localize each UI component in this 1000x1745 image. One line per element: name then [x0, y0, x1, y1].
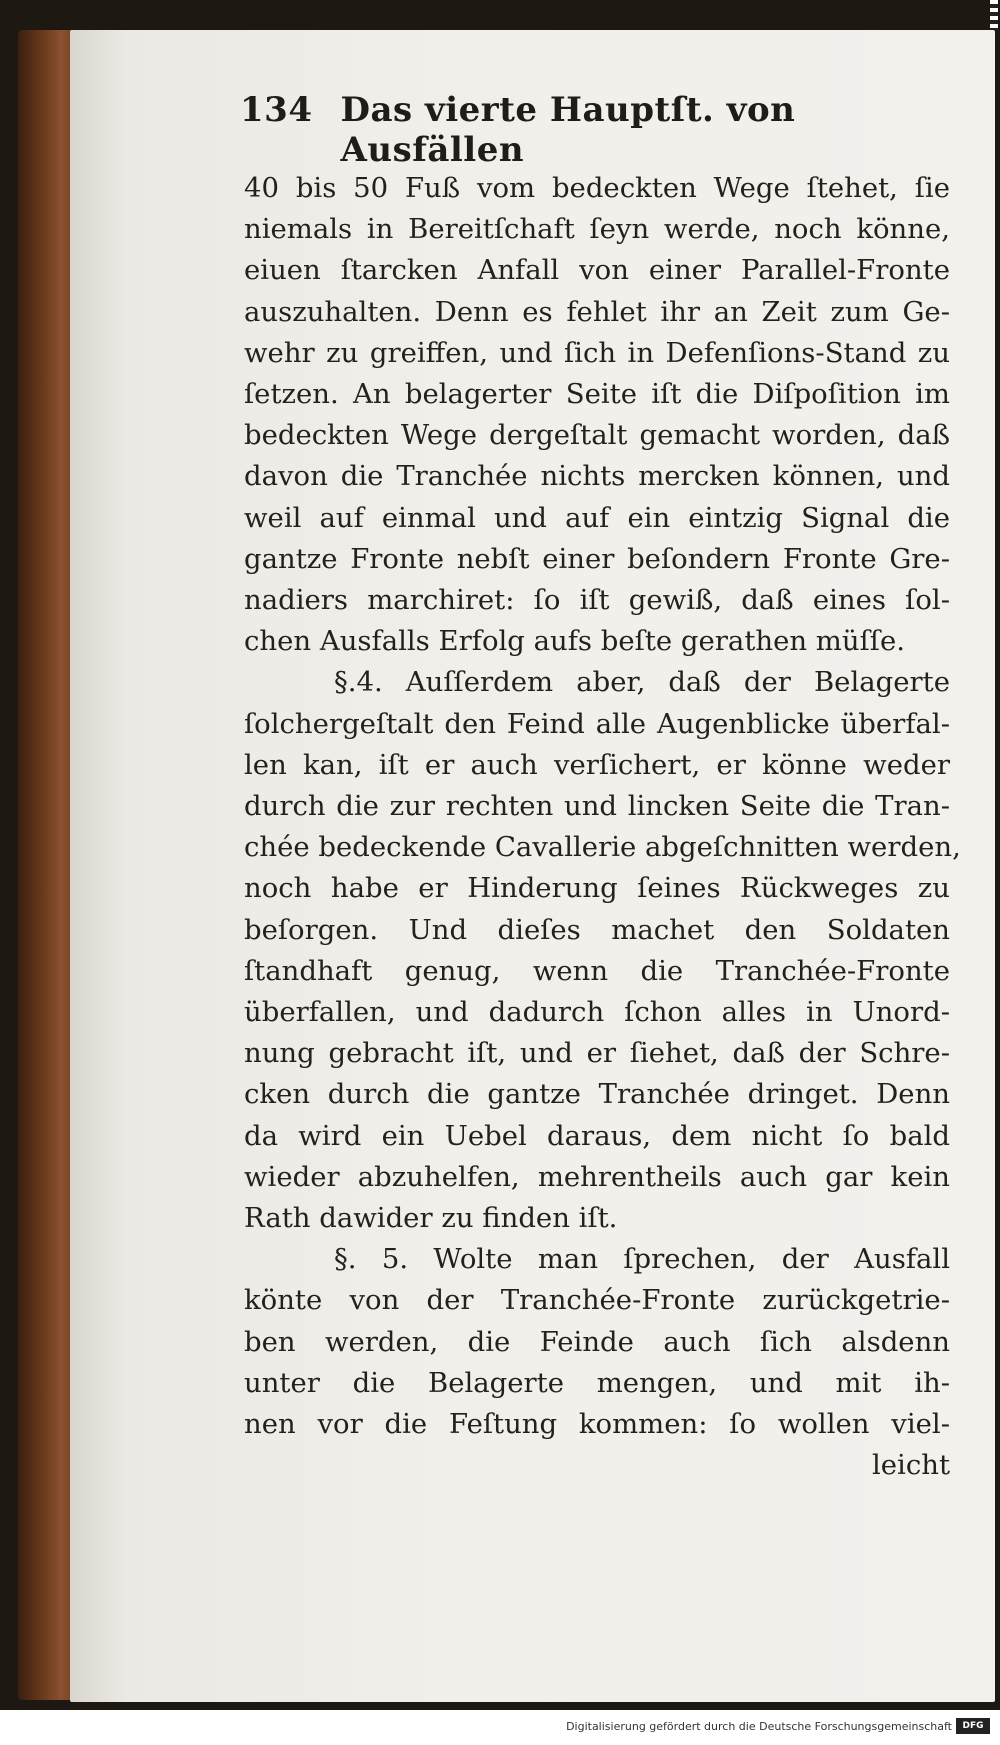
- text-line: noch habe er Hinderung ſeines Rückweges zu: [244, 872, 950, 905]
- text-line: bedeckten Wege dergeſtalt gemacht worden, daß: [244, 419, 950, 452]
- text-line: ben werden, die Feinde auch ſich alsdenn: [244, 1325, 950, 1358]
- page-header: [240, 90, 940, 170]
- text-line: gantze Fronte nebſt einer beſondern Fronte Gre-: [244, 542, 950, 575]
- text-line: eiuen ſtarcken Anfall von einer Parallel-Fronte: [244, 254, 950, 287]
- text-line: nung gebracht iſt, und er ſiehet, daß der Schre-: [244, 1037, 950, 1070]
- paragraph-start-section-4: §.4. Auſſerdem aber, daß der Belagerte: [334, 666, 950, 699]
- text-line: da wird ein Uebel daraus, dem nicht ſo bald: [244, 1119, 950, 1152]
- text-line: chée bedeckende Cavallerie abgeſchnitten werden,: [244, 831, 961, 864]
- text-line: nen vor die Feſtung kommen: ſo wollen viel-: [244, 1408, 950, 1441]
- dfg-logo: DFG: [956, 1718, 990, 1734]
- page-number: 134: [240, 90, 313, 130]
- text-line: len kan, iſt er auch verſichert, er könne weder: [244, 748, 950, 781]
- text-line: cken durch die gantze Tranchée dringet. Denn: [244, 1078, 950, 1111]
- running-title: Das vierte Hauptſt. von Ausfällen: [340, 90, 796, 170]
- catchword: leicht: [871, 1449, 950, 1482]
- text-line: weil auf einmal und auf ein eintzig Signal die: [244, 501, 950, 534]
- text-line: niemals in Bereitſchaft ſeyn werde, noch könne,: [244, 213, 950, 246]
- funding-credit: Digitalisierung gefördert durch die Deutsche Forschungsgemeinschaft: [566, 1720, 952, 1733]
- footer-bar: [0, 1710, 1000, 1745]
- text-line: wehr zu greiffen, und ſich in Defenſions-Stand zu: [244, 336, 950, 369]
- text-line: beſorgen. Und dieſes machet den Soldaten: [244, 913, 950, 946]
- text-line: nadiers marchiret: ſo iſt gewiß, daß eines ſol-: [244, 584, 950, 617]
- text-line: könte von der Tranchée-Fronte zurückgetrie-: [244, 1284, 950, 1317]
- text-line: wieder abzuhelfen, mehrentheils auch gar kein: [244, 1160, 950, 1193]
- text-line: chen Ausfalls Erfolg aufs beſte gerathen müſſe.: [244, 625, 905, 658]
- body-text: [244, 168, 961, 1487]
- text-line: ſolchergeſtalt den Feind alle Augenblicke überfal-: [244, 707, 950, 740]
- paragraph-start-section-5: §. 5. Wolte man ſprechen, der Ausfall: [334, 1243, 950, 1276]
- text-line: davon die Tranchée nichts mercken können, und: [244, 460, 950, 493]
- color-calibration-strip: [990, 0, 998, 30]
- text-line: unter die Belagerte mengen, und mit ih-: [244, 1366, 950, 1399]
- text-line: durch die zur rechten und lincken Seite die Tran-: [244, 790, 950, 823]
- text-line: Rath dawider zu finden iſt.: [244, 1202, 618, 1235]
- text-line: auszuhalten. Denn es fehlet ihr an Zeit zum Ge-: [244, 295, 950, 328]
- text-line: überfallen, und dadurch ſchon alles in Unord-: [244, 996, 950, 1029]
- text-line: ſtandhaft genug, wenn die Tranchée-Fronte: [244, 954, 950, 987]
- text-line: ſetzen. An belagerter Seite iſt die Diſpoſition im: [244, 378, 950, 411]
- text-line: 40 bis 50 Fuß vom bedeckten Wege ſtehet, ſie: [244, 172, 950, 204]
